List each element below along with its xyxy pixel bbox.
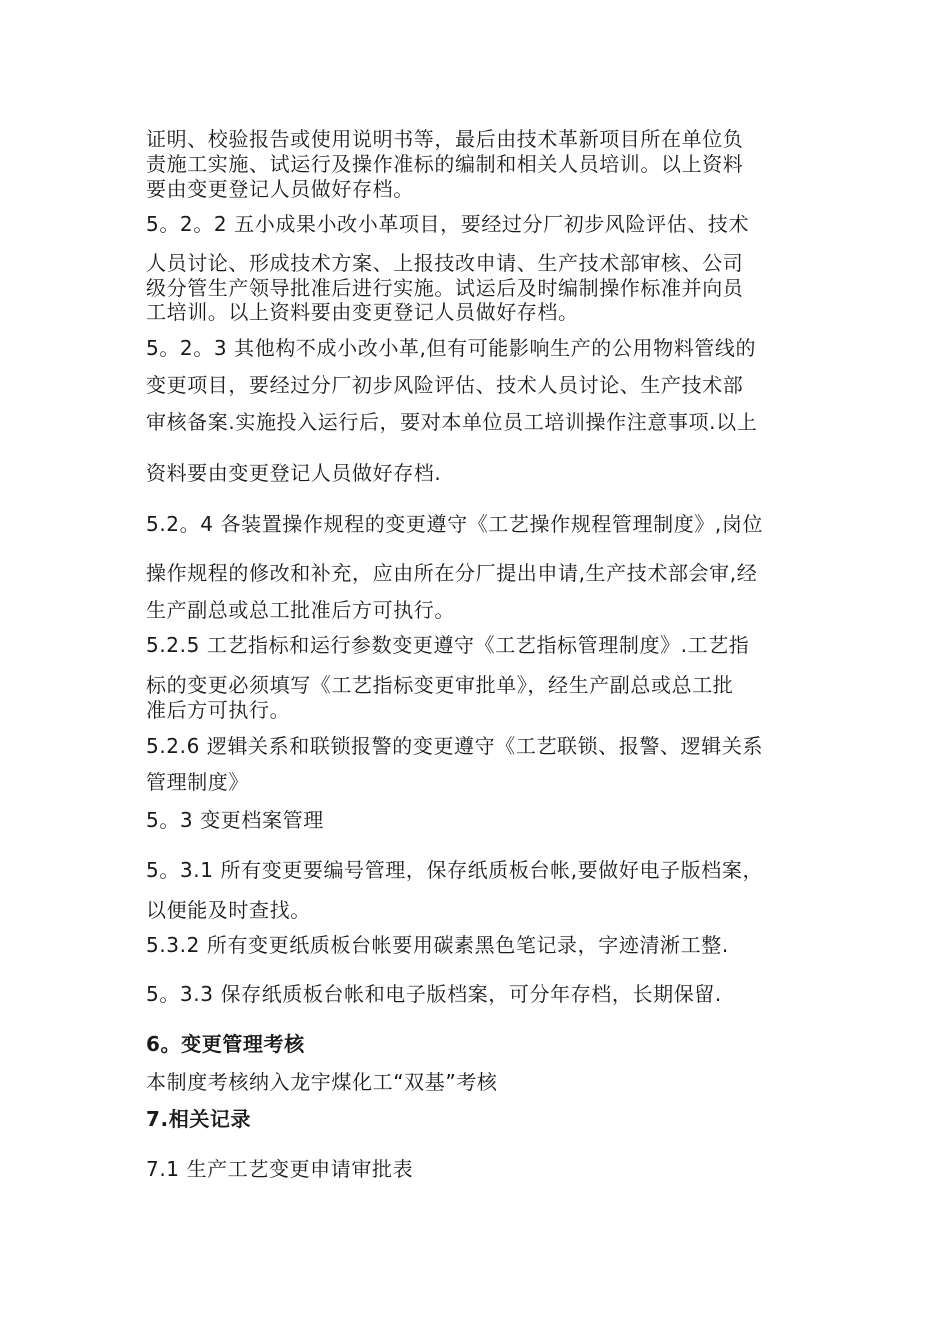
clause-5-3-3: 5。3.3 保存纸质板台帐和电子版档案，可分年存档，长期保留. xyxy=(146,982,722,1006)
text-line: 操作规程的修改和补充，应由所在分厂提出申请,生产技术部会审,经 xyxy=(146,561,758,585)
text-line: 以便能及时查找。 xyxy=(146,898,311,922)
text-line: 管理制度》 xyxy=(146,770,249,794)
text-line: 资料要由变更登记人员做好存档. xyxy=(146,461,442,485)
text-line: 准后方可执行。 xyxy=(146,698,291,722)
section-7-heading: 7.相关记录 xyxy=(146,1107,252,1131)
text-line: 级分管生产领导批准后进行实施。试运后及时编制操作标准并向员 xyxy=(146,276,744,300)
clause-5-2-6: 5.2.6 逻辑关系和联锁报警的变更遵守《工艺联锁、报警、逻辑关系 xyxy=(146,734,764,758)
text-line: 本制度考核纳入龙宇煤化工“双基”考核 xyxy=(146,1070,498,1094)
record-7-1: 7.1 生产工艺变更申请审批表 xyxy=(146,1157,414,1181)
clause-5-2-2: 5。2。2 五小成果小改小革项目，要经过分厂初步风险评估、技术 xyxy=(146,212,750,236)
clause-5-2-4: 5.2。4 各装置操作规程的变更遵守《工艺操作规程管理制度》,岗位 xyxy=(146,512,764,536)
section-5-3-heading: 5。3 变更档案管理 xyxy=(146,808,324,832)
clause-5-3-2: 5.3.2 所有变更纸质板台帐要用碳素黑色笔记录，字迹清淅工整. xyxy=(146,933,729,957)
text-line: 审核备案.实施投入运行后，要对本单位员工培训操作注意事项.以上 xyxy=(146,410,758,434)
text-line: 要由变更登记人员做好存档。 xyxy=(146,177,414,201)
text-line: 生产副总或总工批准后方可执行。 xyxy=(146,598,455,622)
text-line: 变更项目，要经过分厂初步风险评估、技术人员讨论、生产技术部 xyxy=(146,373,744,397)
text-line: 工培训。以上资料要由变更登记人员做好存档。 xyxy=(146,300,579,324)
clause-5-2-3: 5。2。3 其他构不成小改小革,但有可能影响生产的公用物料管线的 xyxy=(146,336,757,360)
text-line: 证明、校验报告或使用说明书等，最后由技术革新项目所在单位负 xyxy=(146,127,744,151)
clause-5-2-5: 5.2.5 工艺指标和运行参数变更遵守《工艺指标管理制度》.工艺指 xyxy=(146,633,750,657)
text-line: 人员讨论、形成技术方案、上报技改申请、生产技术部审核、公司 xyxy=(146,251,744,275)
text-line: 标的变更必须填写《工艺指标变更审批单》，经生产副总或总工批 xyxy=(146,673,734,697)
section-6-heading: 6。变更管理考核 xyxy=(146,1032,305,1056)
text-line: 责施工实施、试运行及操作准标的编制和相关人员培训。以上资料 xyxy=(146,152,744,176)
clause-5-3-1: 5。3.1 所有变更要编号管理，保存纸质板台帐,要做好电子版档案， xyxy=(146,858,764,882)
